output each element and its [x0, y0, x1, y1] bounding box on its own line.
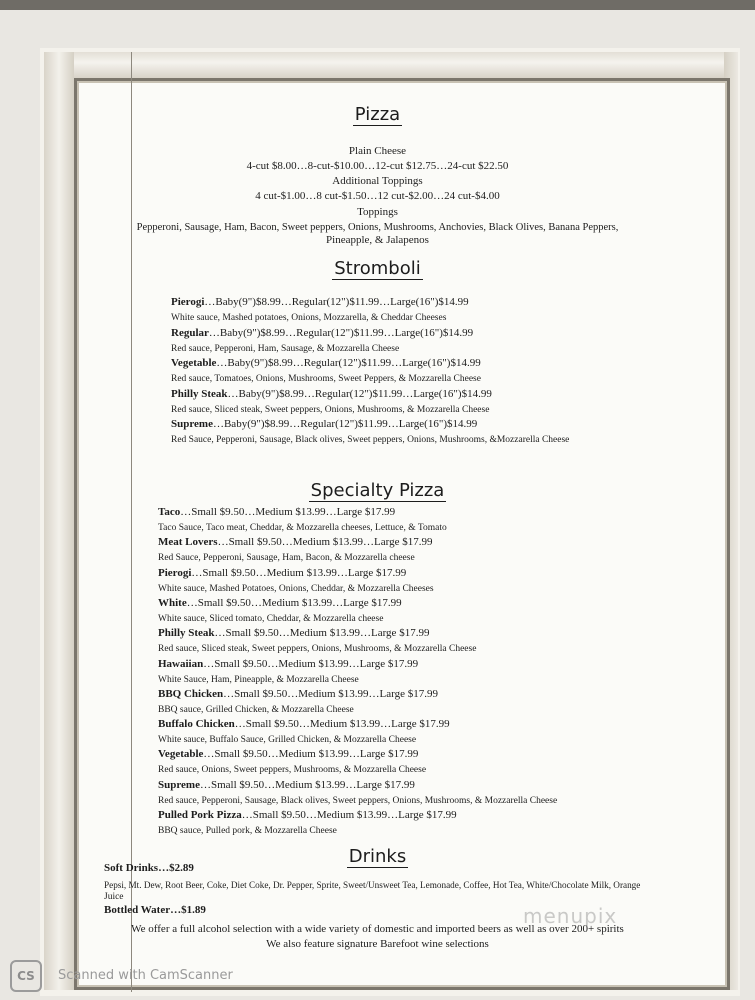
menu-item-prices: …Small $9.50…Medium $13.99…Large $17.99	[234, 718, 450, 731]
menu-item-name: Pierogi	[158, 566, 192, 579]
menu-item	[171, 388, 492, 400]
menu-item	[171, 357, 481, 369]
menu-item	[171, 418, 477, 430]
menu-item-description: Taco Sauce, Taco meat, Cheddar, & Mozzarella cheeses, Lettuce, & Tomato	[158, 523, 447, 533]
menu-item-description: Red Sauce, Pepperoni, Sausage, Black olives, Sweet peppers, Onions, Mushrooms, &Mozzarella Cheese	[171, 435, 570, 445]
menu-item-prices: …Small $9.50…Medium $13.99…Large $17.99	[214, 627, 430, 640]
menu-item-name: White	[158, 596, 187, 609]
menu-item	[158, 536, 432, 548]
menu-item-description: Red sauce, Sliced steak, Sweet peppers, Onions, Mushrooms, & Mozzarella Cheese	[171, 404, 490, 415]
menu-item-description: White sauce, Mashed Potatoes, Onions, Cheddar, & Mozzarella Cheeses	[158, 583, 434, 594]
menu-item-name: Taco	[158, 506, 181, 518]
menu-item-prices: …Small $9.50…Medium $13.99…Large $17.99	[203, 748, 419, 761]
menu-item-prices: …Baby(9")$8.99…Regular(12")$11.99…Large(16")$14.99	[227, 387, 492, 400]
menu-item-description: White sauce, Sliced tomato, Cheddar, & Mozzarella cheese	[158, 613, 384, 624]
menu-item	[158, 658, 418, 670]
top-edge	[0, 0, 755, 10]
menu-item-description: White Sauce, Ham, Pineapple, & Mozzarella Cheese	[158, 674, 359, 685]
frame-border-top	[44, 52, 736, 78]
menu-item-name: Philly Steak	[171, 387, 228, 400]
menu-item	[158, 779, 415, 791]
menu-item-name: Supreme	[158, 778, 200, 791]
menu-item-prices: …Baby(9")$8.99…Regular(12")$11.99…Large(16")$14.99	[204, 296, 469, 308]
menu-item-name: Supreme	[171, 418, 213, 430]
menu-item-prices: …Small $9.50…Medium $13.99…Large $17.99	[180, 506, 396, 518]
menu-item-description: Red sauce, Pepperoni, Ham, Sausage, & Mozzarella Cheese	[171, 343, 400, 354]
wine-selection: We also feature signature Barefoot wine selections	[266, 938, 489, 950]
toppings-label: Toppings	[357, 206, 398, 218]
menu-item	[171, 296, 469, 308]
menu-item-name: Pierogi	[171, 296, 205, 308]
menupix-watermark: menupix	[523, 904, 618, 928]
menu-item	[158, 718, 450, 730]
menu-item-description: BBQ sauce, Pulled pork, & Mozzarella Cheese	[158, 826, 337, 836]
additional-toppings-label: Additional Toppings	[332, 175, 423, 187]
plain-cheese-prices: 4-cut $8.00…8-cut-$10.00…12-cut $12.75…24-cut $22.50	[246, 160, 509, 172]
menu-item-prices: …Small $9.50…Medium $13.99…Large $17.99	[241, 809, 457, 821]
menu-item	[158, 748, 418, 760]
menu-item	[158, 506, 395, 518]
soft-drinks-list: Pepsi, Mt. Dew, Root Beer, Coke, Diet Coke, Dr. Pepper, Sprite, Sweet/Unsweet Tea, Lemonade, Coffee, Hot Tea, White/Chocolate Milk, Orange	[104, 880, 641, 890]
menu-item	[158, 809, 457, 821]
camscanner-logo-icon: CS	[10, 960, 42, 992]
soft-drinks-list-cont: Juice	[104, 892, 124, 902]
menu-item-prices: …Baby(9")$8.99…Regular(12")$11.99…Large(16")$14.99	[216, 357, 481, 369]
menu-item-prices: …Small $9.50…Medium $13.99…Large $17.99	[223, 687, 439, 700]
menu-item-prices: …Baby(9")$8.99…Regular(12")$11.99…Large(16")$14.99	[208, 326, 474, 339]
menu-item-description: BBQ sauce, Grilled Chicken, & Mozzarella Cheese	[158, 704, 354, 715]
menu-item-name: Hawaiian	[158, 657, 204, 670]
menu-item-name: BBQ Chicken	[158, 687, 224, 700]
menu-item-name: Regular	[171, 326, 209, 339]
menu-item	[158, 688, 438, 700]
menu-item-prices: …Baby(9")$8.99…Regular(12")$11.99…Large(16")$14.99	[212, 418, 478, 430]
menu-item-name: Vegetable	[158, 748, 204, 761]
menu-item	[158, 597, 402, 609]
specialty-heading: Specialty Pizza	[310, 480, 445, 501]
toppings-list-cont: Pineapple, & Jalapenos	[326, 234, 429, 246]
menu-item-description: Red Sauce, Pepperoni, Sausage, Ham, Bacon, & Mozzarella cheese	[158, 553, 415, 564]
menu-item-description: Red sauce, Tomatoes, Onions, Mushrooms, Sweet Peppers, & Mozzarella Cheese	[171, 374, 481, 384]
bottled-water-price: Bottled Water…$1.89	[104, 904, 206, 916]
camscanner-caption: Scanned with CamScanner	[58, 968, 233, 983]
menu-item-name: Meat Lovers	[158, 536, 218, 549]
soft-drinks-price: Soft Drinks…$2.89	[104, 862, 194, 874]
alcohol-selection: We offer a full alcohol selection with a wide variety of domestic and imported beers as well as over 200+ spirits	[131, 923, 624, 935]
menu-item-name: Philly Steak	[158, 627, 215, 640]
menu-item	[171, 327, 473, 339]
menu-item	[158, 627, 429, 639]
menu-item-prices: …Small $9.50…Medium $13.99…Large $17.99	[199, 778, 415, 791]
menu-item-name: Buffalo Chicken	[158, 718, 235, 731]
menu-item-name: Vegetable	[171, 357, 217, 369]
pizza-heading: Pizza	[354, 104, 401, 125]
menu-item-description: Red sauce, Onions, Sweet peppers, Mushrooms, & Mozzarella Cheese	[158, 765, 427, 776]
menu-item-prices: …Small $9.50…Medium $13.99…Large $17.99	[191, 566, 407, 579]
menu-item-prices: …Small $9.50…Medium $13.99…Large $17.99	[203, 657, 419, 670]
drinks-heading: Drinks	[348, 846, 407, 867]
menu-item-description: White sauce, Buffalo Sauce, Grilled Chicken, & Mozzarella Cheese	[158, 735, 417, 746]
menu-item-prices: …Small $9.50…Medium $13.99…Large $17.99	[186, 596, 402, 609]
menu-item-description: Red sauce, Sliced steak, Sweet peppers, Onions, Mushrooms, & Mozzarella Cheese	[158, 644, 477, 655]
menu-item	[158, 567, 406, 579]
stromboli-heading: Stromboli	[334, 258, 421, 279]
menu-item-description: White sauce, Mashed potatoes, Onions, Mozzarella, & Cheddar Cheeses	[171, 313, 447, 323]
toppings-list: Pepperoni, Sausage, Ham, Bacon, Sweet peppers, Onions, Mushrooms, Anchovies, Black Olives, Banana Peppers,	[136, 222, 619, 233]
additional-toppings-prices: 4 cut-$1.00…8 cut-$1.50…12 cut-$2.00…24 cut-$4.00	[255, 190, 500, 202]
menu-item-prices: …Small $9.50…Medium $13.99…Large $17.99	[217, 536, 433, 549]
plain-cheese-label: Plain Cheese	[348, 145, 407, 157]
menu-item-name: Pulled Pork Pizza	[158, 809, 242, 821]
menu-item-description: Red sauce, Pepperoni, Sausage, Black olives, Sweet peppers, Onions, Mushrooms, & Mozzarella Cheese	[158, 795, 558, 806]
